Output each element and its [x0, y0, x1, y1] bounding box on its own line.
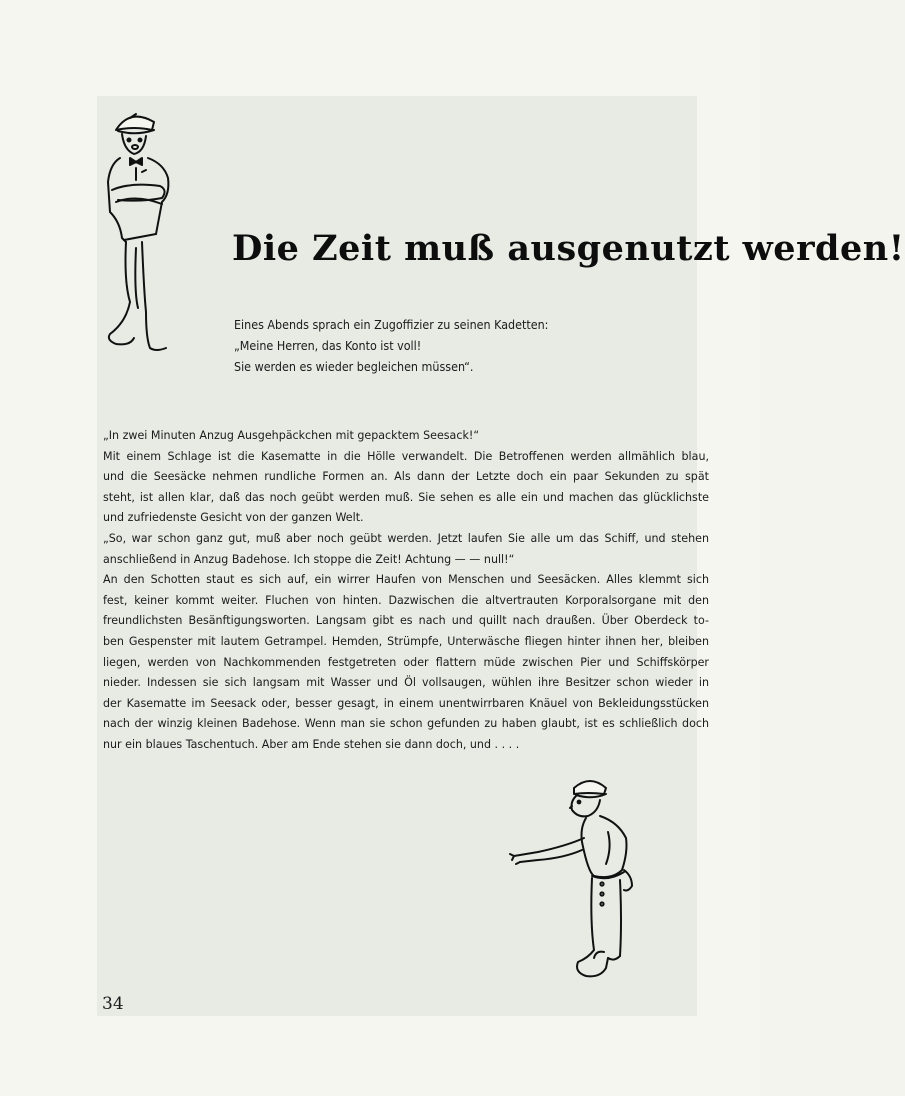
body-line: Mit einem Schlage ist die Kasematte in die Hölle verwandelt. Die Betroffenen werden allmählich blau,: [103, 449, 709, 463]
body-line: fest, keiner kommt weiter. Fluchen von hinten. Dazwischen die altvertrauten Korporalsorgane mit den: [103, 593, 709, 607]
body-line: nach der winzig kleinen Badehose. Wenn man sie schon gefunden zu haben glaubt, ist es schließlich doch: [103, 717, 709, 731]
page-title: Die Zeit muß ausgenutzt werden!: [232, 228, 905, 269]
pointing-sailor-illustration: [508, 772, 644, 994]
body-line: liegen, werden von Nachkommenden festgetreten oder flattern müde zwischen Pier und Schiffskörper: [103, 655, 709, 669]
officer-illustration: [96, 102, 186, 356]
body-line: nieder. Indessen sie sich langsam mit Wasser und Öl vollsaugen, wühlen ihre Besitzer schon wieder in: [103, 676, 709, 690]
body-line: „So, war schon ganz gut, muß aber noch geübt werden. Jetzt laufen Sie alle um das Schiff, und stehen: [103, 531, 709, 545]
page-number: 34: [102, 994, 124, 1014]
body-line: und zufriedenste Gesicht von der ganzen Welt.: [103, 511, 364, 525]
body-line: und die Seesäcke nehmen rundliche Formen an. Als dann der Letzte doch ein paar Sekunden zu spät: [103, 470, 709, 484]
body-line: An den Schotten staut es sich auf, ein wirrer Haufen von Menschen und Seesäcken. Alles klemmt sich: [103, 573, 709, 587]
body-line: „In zwei Minuten Anzug Ausgehpäckchen mit gepacktem Seesack!“: [103, 429, 480, 442]
intro-line: Eines Abends sprach ein Zugoffizier zu seinen Kadetten:: [234, 317, 549, 332]
body-line: nur ein blaues Taschentuch. Aber am Ende stehen sie dann doch, und . . . .: [103, 737, 520, 751]
body-line: anschließend in Anzug Badehose. Ich stoppe die Zeit! Achtung — — null!“: [103, 552, 515, 566]
body-line: der Kasematte im Seesack oder, besser gesagt, in einem unentwirrbaren Knäuel von Bekleidungsstücken: [103, 696, 709, 710]
body-line: freundlichsten Besänftigungsworten. Langsam gibt es nach und quillt nach draußen. Über Oberdeck to-: [103, 614, 709, 628]
body-line: ben Gespenster mit lautem Getrampel. Hemden, Strümpfe, Unterwäsche fliegen hinter ihnen her, bleiben: [103, 634, 709, 648]
body-text: [103, 426, 709, 756]
body-line: steht, ist allen klar, daß das noch geübt werden muß. Sie sehen es alle ein und machen das glücklichste: [103, 490, 709, 504]
intro-line: „Meine Herren, das Konto ist voll!: [234, 338, 422, 353]
intro-line: Sie werden es wieder begleichen müssen“.: [234, 359, 474, 374]
intro-paragraph: [234, 314, 654, 377]
